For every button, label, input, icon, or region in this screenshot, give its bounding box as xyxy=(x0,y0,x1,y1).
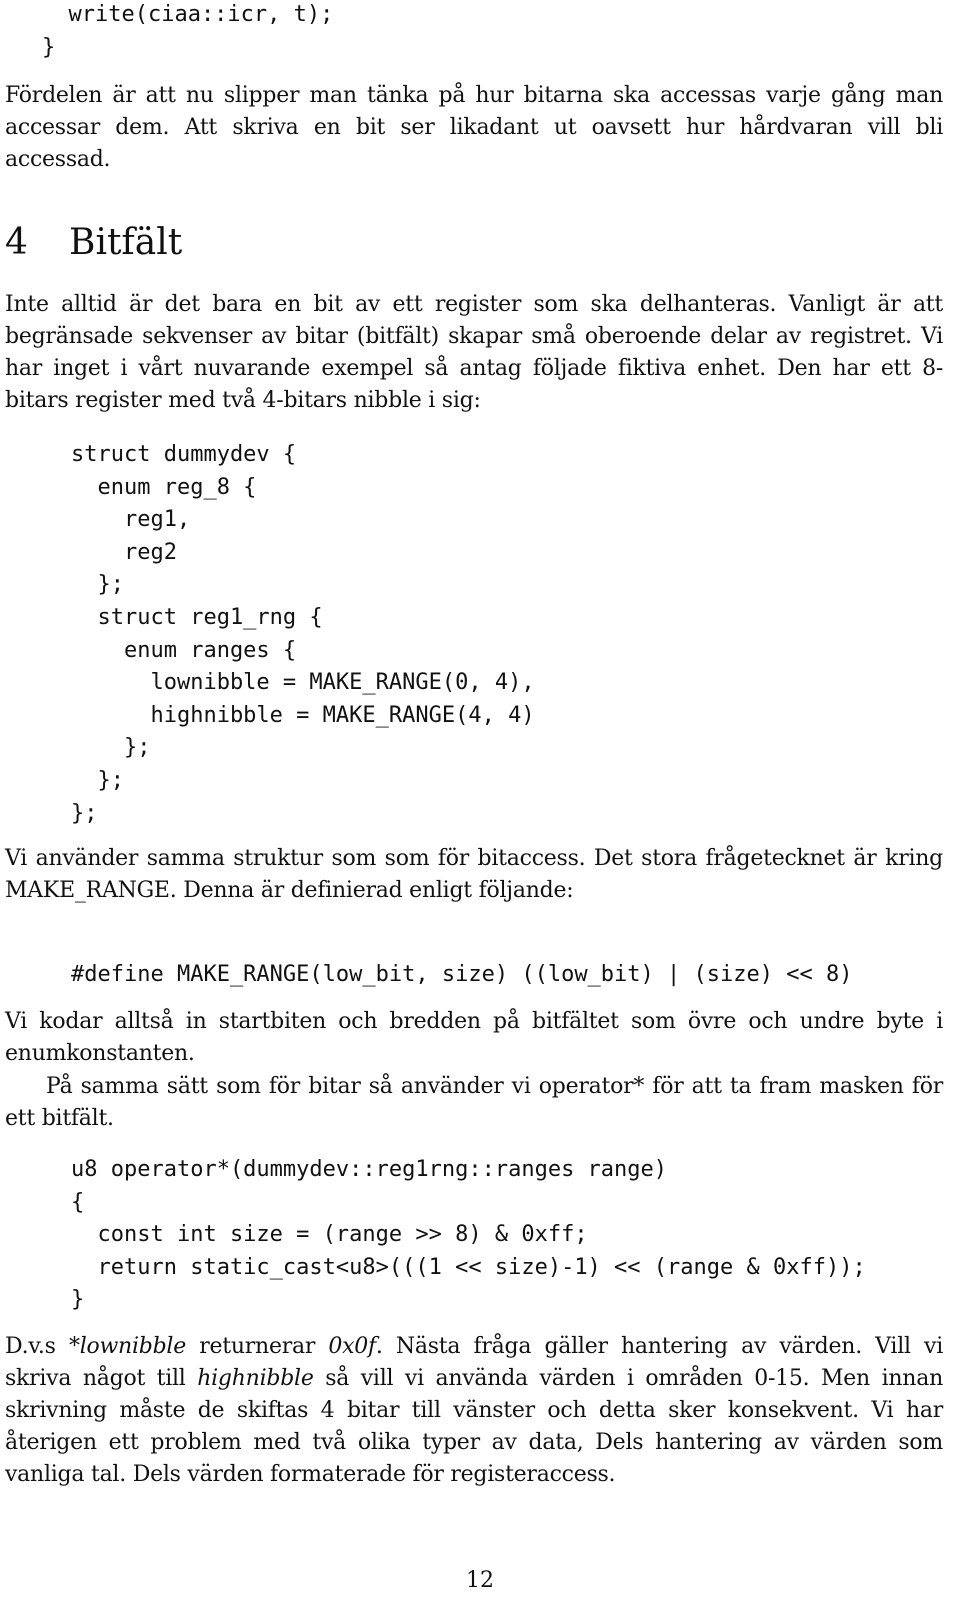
section-heading xyxy=(5,222,182,263)
page-number: 12 xyxy=(466,1568,494,1593)
code-block-write-call: write(ciaa::icr, t); } xyxy=(42,2,334,60)
text-hex-value: 0x0f xyxy=(328,1334,376,1359)
section-title: Bitfält xyxy=(69,222,183,263)
code-block-struct-dummydev: struct dummydev { enum reg_8 { reg1, reg2 }; struct reg1_rng { enum ranges { lownibble = MAKE_RANGE(0, 4), highnibble = MAKE_RANGE(4, 4) }; }; }; xyxy=(71,442,535,826)
text-next-question: . Nästa fråga gäller hantering av värden. Vill vi skriva något till xyxy=(5,1334,943,1391)
text-dvs: D.v.s xyxy=(5,1334,69,1359)
paragraph-advantage: Fördelen är att nu slipper man tänka på hur bitarna ska accessas varje gång man accessar dem. Att skriva en bit ser likadant ut oavsett hur hårdvaran vill bli accessad. xyxy=(5,83,943,172)
text-highnibble: highnibble xyxy=(197,1366,314,1391)
text-value-range: så vill vi använda värden i områden 0-15. Men innan skrivning måste de skiftas 4 bitar till vänster och detta sker konsekvent. Vi har återigen ett problem med två olika typer av data, Dels hantering av värden som vanliga tal. Dels värden formaterade för registeraccess. xyxy=(5,1366,943,1487)
paragraph-encode-range: Vi kodar alltså in startbiten och bredden på bitfältet som övre och undre byte i enumkonstanten. xyxy=(5,1009,943,1066)
section-number: 4 xyxy=(5,222,28,263)
paragraph-same-structure: Vi använder samma struktur som som för bitaccess. Det stora frågetecknet är kring MAKE_RANGE. Denna är definierad enligt följande: xyxy=(5,846,943,903)
text-returnerar: returnerar xyxy=(185,1334,329,1359)
paragraph-bitfield-intro: Inte alltid är det bara en bit av ett register som ska delhanteras. Vanligt är att begränsade sekvenser av bitar (bitfält) skapar små oberoende delar av registret. Vi har inget i vårt nuvarande exempel så antag följade fiktiva enhet. Den har ett 8-bitars register med två 4-bitars nibble i sig: xyxy=(5,292,943,413)
code-block-define-make-range: #define MAKE_RANGE(low_bit, size) ((low_bit) | (size) << 8) xyxy=(71,962,853,987)
paragraph-value-handling xyxy=(5,1331,943,1491)
text-lownibble: *lownibble xyxy=(68,1334,186,1359)
code-block-operator-star: u8 operator*(dummydev::reg1rng::ranges range) { const int size = (range >> 8) & 0xff; return static_cast<u8>(((1 << size)-1) << (range & 0xff)); } xyxy=(71,1157,866,1313)
paragraph-operator-mask: På samma sätt som för bitar så använder vi operator* för att ta fram masken för ett bitfält. xyxy=(5,1074,943,1131)
